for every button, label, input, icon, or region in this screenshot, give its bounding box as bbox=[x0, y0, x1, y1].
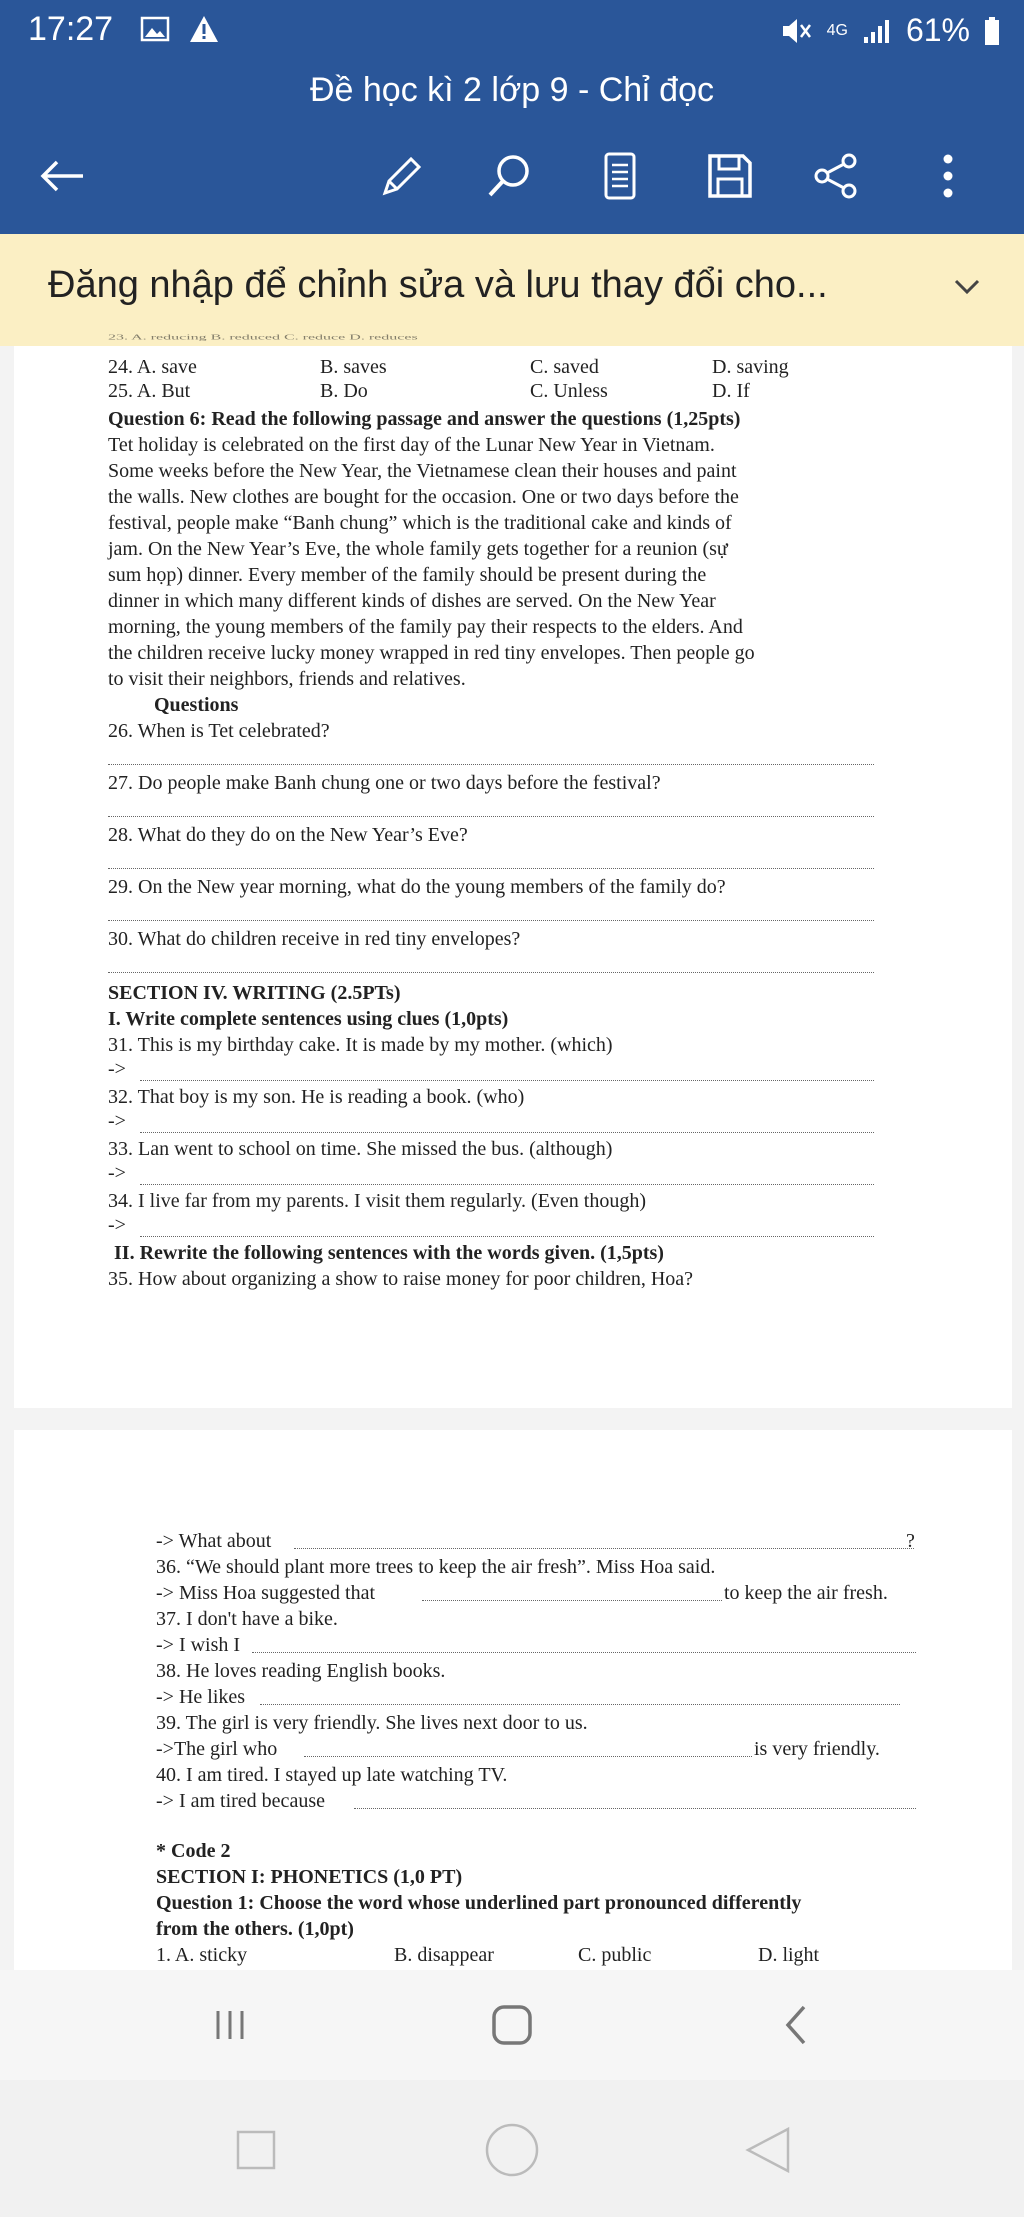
question-36: 36. “We should plant more trees to keep the air fresh”. Miss Hoa said. bbox=[156, 1556, 716, 1578]
q24-option-a: 24. A. save bbox=[108, 356, 197, 378]
reading-view-button[interactable] bbox=[592, 148, 648, 204]
answer-line bbox=[140, 1080, 874, 1081]
rewrite-line: -> Miss Hoa suggested that bbox=[156, 1582, 376, 1604]
nav-back-button[interactable] bbox=[766, 1995, 826, 2055]
signal-icon bbox=[862, 17, 892, 45]
recent-apps-button[interactable] bbox=[200, 1995, 260, 2055]
answer-line bbox=[252, 1652, 916, 1653]
answer-line bbox=[108, 764, 874, 765]
recent-apps-icon bbox=[210, 2005, 250, 2045]
questions-label: Questions bbox=[154, 694, 239, 716]
q24-option-c: C. saved bbox=[530, 356, 599, 378]
q1-option-a: 1. A. sticky bbox=[156, 1944, 248, 1966]
answer-line bbox=[140, 1132, 874, 1133]
passage-line: Tet holiday is celebrated on the first day of the Lunar New Year in Vietnam. bbox=[108, 434, 715, 456]
mobile-view-icon bbox=[603, 151, 637, 201]
passage-line: to visit their neighbors, friends and relatives. bbox=[108, 668, 466, 690]
search-button[interactable] bbox=[482, 148, 538, 204]
passage-line: jam. On the New Year’s Eve, the whole family gets together for a reunion (sự bbox=[108, 538, 728, 560]
passage-line: Some weeks before the New Year, the Vietnamese clean their houses and paint bbox=[108, 460, 737, 482]
back-button[interactable] bbox=[34, 148, 90, 204]
answer-line bbox=[260, 1704, 900, 1705]
answer-line bbox=[304, 1756, 752, 1757]
question-39: 39. The girl is very friendly. She lives next door to us. bbox=[156, 1712, 588, 1734]
passage-line: the children receive lucky money wrapped in red tiny envelopes. Then people go bbox=[108, 642, 755, 664]
question-35: 35. How about organizing a show to raise money for poor children, Hoa? bbox=[108, 1268, 694, 1290]
document-page-2 bbox=[14, 1430, 1012, 1970]
navigation-bar bbox=[0, 1970, 1024, 2080]
answer-arrow: -> bbox=[108, 1214, 126, 1236]
answer-line bbox=[108, 920, 874, 921]
answer-line bbox=[294, 1548, 914, 1549]
passage-line: sum họp) dinner. Every member of the family should be present during the bbox=[108, 564, 707, 586]
passage-line: the walls. New clothes are bought for the occasion. One or two days before the bbox=[108, 486, 739, 508]
passage-line: festival, people make “Banh chung” which is the traditional cake and kinds of bbox=[108, 512, 732, 534]
gallery-icon bbox=[140, 14, 170, 44]
clue-32: 32. That boy is my son. He is reading a book. (who) bbox=[108, 1086, 525, 1108]
question-38: 38. He loves reading English books. bbox=[156, 1660, 446, 1682]
share-icon bbox=[811, 151, 861, 201]
answer-line bbox=[140, 1184, 874, 1185]
q25-option-d: D. If bbox=[712, 380, 750, 402]
rewrite-line: -> I wish I bbox=[156, 1634, 241, 1656]
rewrite-line: -> I am tired because bbox=[156, 1790, 325, 1812]
sign-in-banner-text: Đăng nhập để chỉnh sửa và lưu thay đổi cho... bbox=[48, 264, 828, 306]
q24-option-d: D. saving bbox=[712, 356, 789, 378]
clue-31: 31. This is my birthday cake. It is made by my mother. (which) bbox=[108, 1034, 613, 1056]
toolbar bbox=[0, 118, 1024, 234]
answer-arrow: -> bbox=[108, 1162, 126, 1184]
more-options-button[interactable] bbox=[920, 148, 976, 204]
cut-off-line: 23. A. reducing B. reduced C. reduce D. reduces bbox=[108, 333, 418, 342]
home-button[interactable] bbox=[482, 1995, 542, 2055]
circle-icon bbox=[484, 2122, 540, 2178]
chevron-down-icon[interactable] bbox=[950, 270, 984, 304]
q1-option-c: C. public bbox=[578, 1944, 652, 1966]
answer-line bbox=[108, 816, 874, 817]
section-4-heading: SECTION IV. WRITING (2.5PTs) bbox=[108, 982, 401, 1004]
question-27: 27. Do people make Banh chung one or two days before the festival? bbox=[108, 772, 661, 794]
search-icon bbox=[485, 151, 535, 201]
passage-line: dinner in which many different kinds of dishes are served. On the New Year bbox=[108, 590, 716, 612]
document-page-1 bbox=[14, 333, 1012, 1408]
q24-option-b: B. saves bbox=[320, 356, 387, 378]
clue-34: 34. I live far from my parents. I visit them regularly. (Even though) bbox=[108, 1190, 646, 1212]
answer-line bbox=[354, 1808, 916, 1809]
pencil-icon bbox=[379, 153, 425, 199]
question-37: 37. I don't have a bike. bbox=[156, 1608, 338, 1630]
q25-option-c: C. Unless bbox=[530, 380, 608, 402]
q25-option-b: B. Do bbox=[320, 380, 368, 402]
rewrite-line-end: is very friendly. bbox=[754, 1738, 880, 1760]
question-30: 30. What do children receive in red tiny envelopes? bbox=[108, 928, 521, 950]
secondary-navigation-bar bbox=[0, 2080, 1024, 2217]
answer-arrow: -> bbox=[108, 1110, 126, 1132]
answer-line bbox=[108, 868, 874, 869]
answer-line bbox=[108, 972, 874, 973]
part-1-heading: I. Write complete sentences using clues (1,0pts) bbox=[108, 1008, 509, 1030]
passage-line: morning, the young members of the family pay their respects to the elders. And bbox=[108, 616, 743, 638]
rewrite-line-end: ? bbox=[906, 1530, 915, 1552]
question-1-heading-cont: from the others. (1,0pt) bbox=[156, 1918, 354, 1940]
triangle-back-button[interactable] bbox=[738, 2120, 798, 2180]
nav-back-icon bbox=[778, 2003, 814, 2047]
home-icon bbox=[490, 2003, 534, 2047]
battery-level: 61% bbox=[905, 12, 970, 48]
warning-icon bbox=[188, 14, 220, 44]
question-29: 29. On the New year morning, what do the young members of the family do? bbox=[108, 876, 726, 898]
q1-option-d: D. light bbox=[758, 1944, 820, 1966]
rewrite-line: -> He likes bbox=[156, 1686, 246, 1708]
code-label: * Code 2 bbox=[156, 1840, 231, 1862]
rewrite-line: ->The girl who bbox=[156, 1738, 278, 1760]
question-28: 28. What do they do on the New Year’s Eve? bbox=[108, 824, 468, 846]
share-button[interactable] bbox=[808, 148, 864, 204]
square-icon bbox=[234, 2128, 278, 2172]
battery-icon bbox=[984, 16, 1000, 46]
question-40: 40. I am tired. I stayed up late watching TV. bbox=[156, 1764, 508, 1786]
question-26: 26. When is Tet celebrated? bbox=[108, 720, 330, 742]
save-icon bbox=[705, 151, 755, 201]
q1-option-b: B. disappear bbox=[394, 1944, 494, 1966]
clue-33: 33. Lan went to school on time. She missed the bus. (although) bbox=[108, 1138, 613, 1160]
answer-arrow: -> bbox=[108, 1058, 126, 1080]
network-type: 4G bbox=[826, 21, 848, 39]
rewrite-line: -> What about bbox=[156, 1530, 272, 1552]
document-title: Đề học kì 2 lớp 9 - Chỉ đọc bbox=[0, 62, 1024, 118]
q25-option-a: 25. A. But bbox=[108, 380, 191, 402]
status-time: 17:27 bbox=[28, 10, 114, 48]
part-2-heading: II. Rewrite the following sentences with the words given. (1,5pts) bbox=[114, 1242, 664, 1264]
overview-button[interactable] bbox=[226, 2120, 286, 2180]
edit-button[interactable] bbox=[374, 148, 430, 204]
question-6-heading: Question 6: Read the following passage and answer the questions (1,25pts) bbox=[108, 408, 741, 430]
triangle-back-icon bbox=[743, 2125, 793, 2175]
sign-in-banner[interactable] bbox=[0, 234, 1024, 346]
back-arrow-icon bbox=[37, 156, 87, 196]
section-1-heading: SECTION I: PHONETICS (1,0 PT) bbox=[156, 1866, 463, 1888]
rewrite-line-end: to keep the air fresh. bbox=[724, 1582, 888, 1604]
mute-icon bbox=[779, 16, 813, 46]
answer-line bbox=[140, 1236, 874, 1237]
home-circle-button[interactable] bbox=[482, 2120, 542, 2180]
question-1-heading: Question 1: Choose the word whose underlined part pronounced differently bbox=[156, 1892, 802, 1914]
save-button[interactable] bbox=[702, 148, 758, 204]
answer-line bbox=[422, 1600, 722, 1601]
more-vertical-icon bbox=[942, 153, 954, 199]
status-bar bbox=[0, 0, 1024, 62]
